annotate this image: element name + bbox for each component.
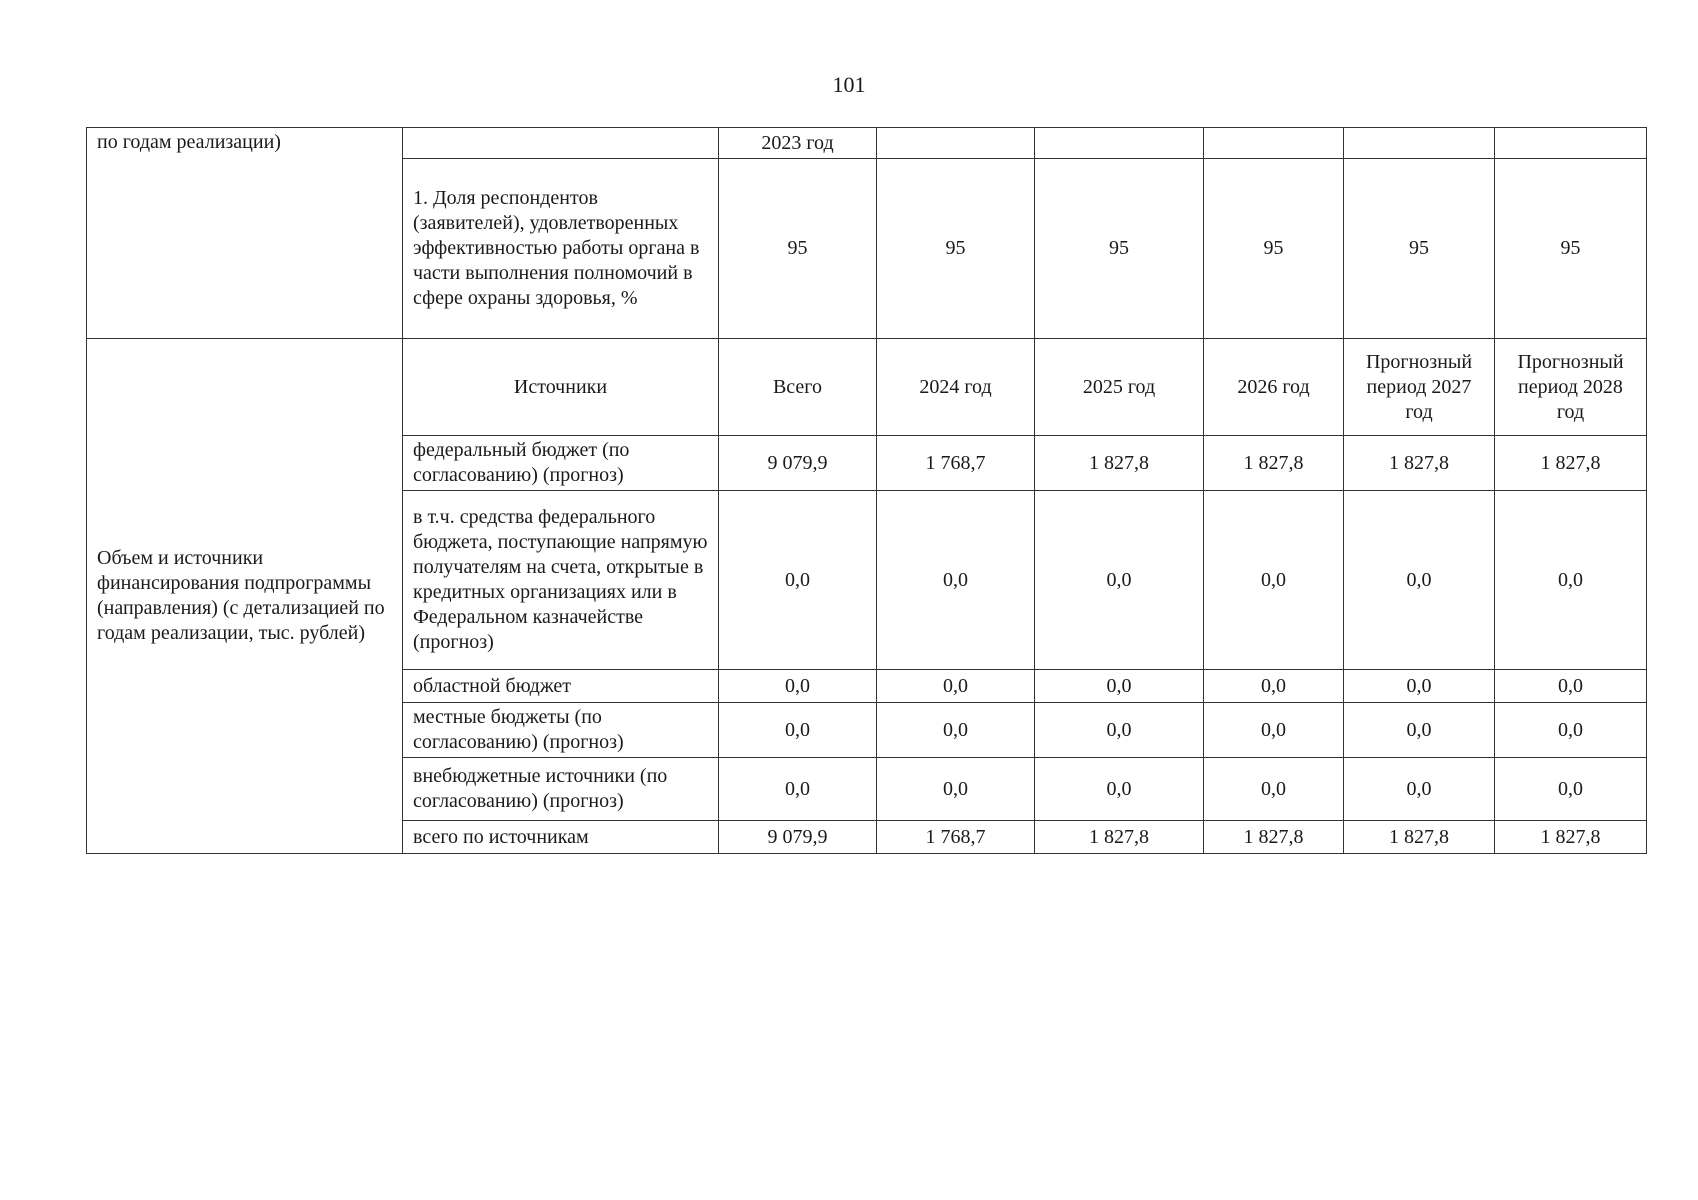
finance-value: 0,0 — [719, 670, 877, 703]
indicator-value: 95 — [1344, 159, 1495, 339]
finance-value: 0,0 — [1204, 491, 1344, 670]
finance-value: 9 079,9 — [719, 821, 877, 854]
finance-value: 0,0 — [1495, 703, 1647, 758]
finance-value: 1 827,8 — [1344, 821, 1495, 854]
finance-value: 0,0 — [1035, 670, 1204, 703]
finance-value: 0,0 — [1035, 491, 1204, 670]
year-header-2023: 2023 год — [719, 128, 877, 159]
empty-cell — [877, 128, 1035, 159]
finance-value: 0,0 — [719, 703, 877, 758]
finance-value: 1 768,7 — [877, 821, 1035, 854]
empty-cell — [1344, 128, 1495, 159]
source-name: в т.ч. средства федерального бюджета, поступающие напрямую получателям на счета, открытые в кредитных организациях или в Федеральном казначействе (прогноз) — [403, 491, 719, 670]
indicator-value: 95 — [1035, 159, 1204, 339]
finance-value: 0,0 — [877, 758, 1035, 821]
finance-value: 0,0 — [1344, 703, 1495, 758]
top-section-label: по годам реализации) — [87, 128, 403, 339]
finance-value: 9 079,9 — [719, 436, 877, 491]
finance-value: 0,0 — [1204, 703, 1344, 758]
empty-cell — [1035, 128, 1204, 159]
header-2028: Прогнозный период 2028 год — [1495, 339, 1647, 436]
finance-value: 0,0 — [1035, 703, 1204, 758]
finance-value: 0,0 — [1204, 758, 1344, 821]
empty-cell — [1495, 128, 1647, 159]
header-2025: 2025 год — [1035, 339, 1204, 436]
finance-value: 1 827,8 — [1204, 436, 1344, 491]
finance-value: 1 827,8 — [1204, 821, 1344, 854]
finance-value: 0,0 — [1344, 670, 1495, 703]
finance-value: 0,0 — [877, 703, 1035, 758]
finance-value: 1 827,8 — [1495, 821, 1647, 854]
finance-value: 0,0 — [877, 670, 1035, 703]
top-header-row — [87, 128, 1647, 159]
source-name: местные бюджеты (по согласованию) (прогноз) — [403, 703, 719, 758]
empty-cell — [1204, 128, 1344, 159]
header-2026: 2026 год — [1204, 339, 1344, 436]
indicator-value: 95 — [1204, 159, 1344, 339]
source-name: областной бюджет — [403, 670, 719, 703]
source-name: внебюджетные источники (по согласованию) (прогноз) — [403, 758, 719, 821]
finance-value: 0,0 — [1204, 670, 1344, 703]
finance-value: 0,0 — [1495, 491, 1647, 670]
finance-value: 0,0 — [1035, 758, 1204, 821]
indicator-value: 95 — [1495, 159, 1647, 339]
indicator-value: 95 — [877, 159, 1035, 339]
indicator-value: 95 — [719, 159, 877, 339]
passport-table — [86, 127, 1647, 854]
finance-value: 1 768,7 — [877, 436, 1035, 491]
header-total: Всего — [719, 339, 877, 436]
header-2024: 2024 год — [877, 339, 1035, 436]
finance-value: 0,0 — [877, 491, 1035, 670]
header-source: Источники — [403, 339, 719, 436]
finance-value: 1 827,8 — [1344, 436, 1495, 491]
page-number: 101 — [832, 72, 866, 97]
finance-value: 0,0 — [1344, 758, 1495, 821]
source-name: всего по источникам — [403, 821, 719, 854]
finance-value: 0,0 — [1495, 758, 1647, 821]
source-name: федеральный бюджет (по согласованию) (прогноз) — [403, 436, 719, 491]
finance-value: 1 827,8 — [1035, 436, 1204, 491]
finance-value: 1 827,8 — [1035, 821, 1204, 854]
finance-value: 0,0 — [719, 491, 877, 670]
finance-value: 0,0 — [719, 758, 877, 821]
header-2027: Прогнозный период 2027 год — [1344, 339, 1495, 436]
finance-value: 0,0 — [1344, 491, 1495, 670]
finance-header-row — [87, 339, 1647, 436]
finance-value: 0,0 — [1495, 670, 1647, 703]
finance-value: 1 827,8 — [1495, 436, 1647, 491]
indicator-name: 1. Доля респондентов (заявителей), удовлетворенных эффективностью работы органа в части выполнения полномочий в сфере охраны здоровья, % — [403, 159, 719, 339]
finance-section-label: Объем и источники финансирования подпрограммы (направления) (с детализацией по годам реализации, тыс. рублей) — [87, 339, 403, 854]
empty-cell — [403, 128, 719, 159]
